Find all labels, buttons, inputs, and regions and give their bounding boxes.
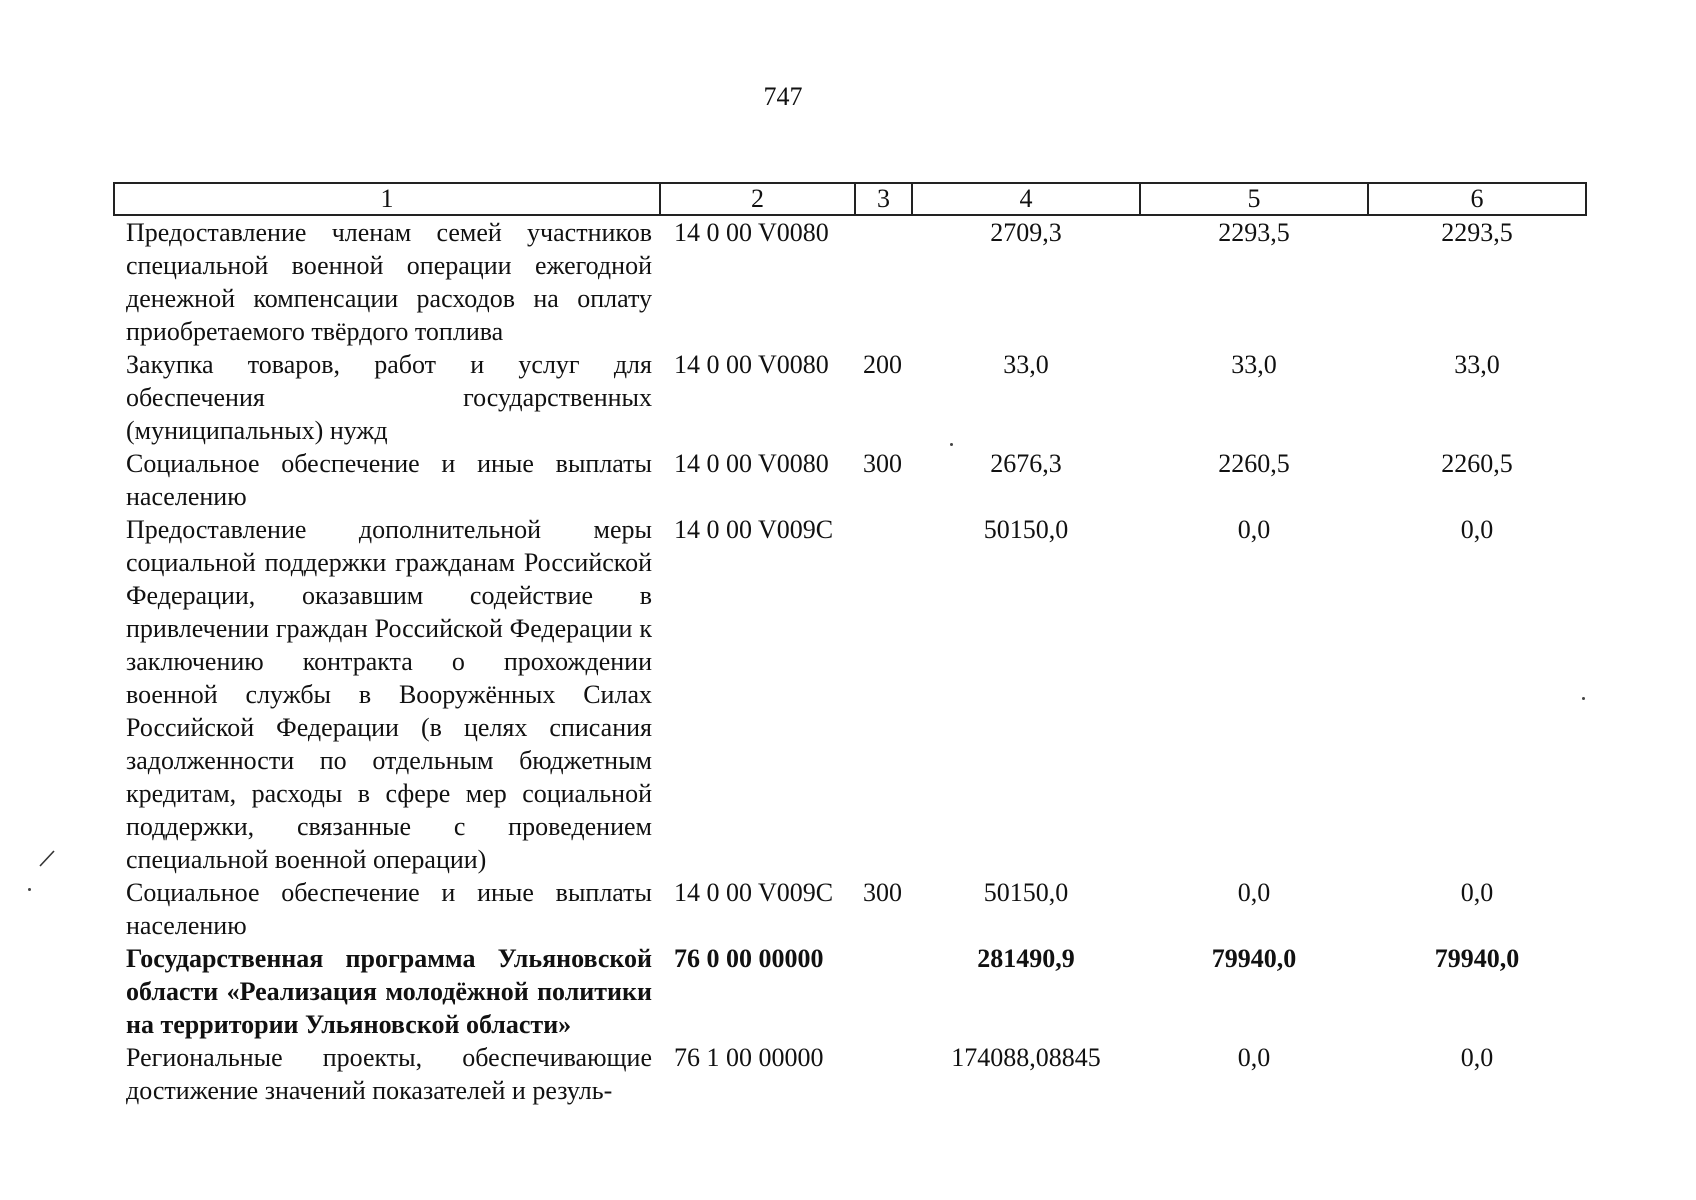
row-value-6: 2260,5 [1441,449,1513,478]
table-row [114,447,1586,513]
row-value-5: 0,0 [1237,515,1271,544]
row-value-4: 33,0 [1003,350,1049,379]
scan-speck [1582,697,1585,700]
row-value-5: 2293,5 [1218,218,1290,247]
budget-table [113,182,1587,1107]
table-row [114,215,1586,348]
header-col-5: 5 [1140,183,1368,215]
row-expense-type: 200 [863,350,902,379]
row-name: Предоставление дополнительной меры социальной поддержки гражданам Российской Федерации, оказавшим содействие в привлечении граждан Российской Федерации к заключению контракта о прохождении военной службы в Вооружённых Силах Российской Федерации (в целях списания задолженности по отдельным бюджетным кредитам, расходы в сфере мер социальной поддержки, связанные с проведением специальной военной операции) [126,515,652,874]
table-row [114,876,1586,942]
row-value-6: 79940,0 [1434,944,1520,973]
row-expense-type: 300 [863,878,902,907]
row-value-4: 50150,0 [983,878,1069,907]
row-value-5: 33,0 [1231,350,1277,379]
row-name: Региональные проекты, обеспечивающие достижение значений показателей и резуль- [126,1043,652,1105]
header-col-3: 3 [855,183,912,215]
row-value-4: 50150,0 [983,515,1069,544]
row-name: Социальное обеспечение и иные выплаты населению [126,878,652,940]
row-code: 14 0 00 V0080 [674,218,829,247]
table-body [114,215,1586,1107]
row-expense-type: 300 [863,449,902,478]
row-value-4: 2676,3 [990,449,1062,478]
table-row [114,942,1586,1041]
row-value-5: 79940,0 [1211,944,1297,973]
row-code: 76 0 00 00000 [674,944,824,973]
row-value-6: 0,0 [1460,515,1494,544]
row-value-4: 281490,9 [977,944,1075,973]
row-code: 14 0 00 V0080 [674,449,829,478]
row-code: 14 0 00 V0080 [674,350,829,379]
header-col-1: 1 [114,183,660,215]
row-code: 14 0 00 V009C [674,515,834,544]
row-name: Закупка товаров, работ и услуг для обеспечения государственных (муниципальных) нужд [126,350,652,445]
row-value-5: 2260,5 [1218,449,1290,478]
header-col-6: 6 [1368,183,1586,215]
row-code: 76 1 00 00000 [674,1043,824,1072]
header-row [114,183,1586,215]
row-expense-type [855,1041,912,1107]
table-row [114,513,1586,876]
table-header [114,183,1586,215]
row-value-6: 0,0 [1460,878,1494,907]
table-row [114,348,1586,447]
row-code: 14 0 00 V009C [674,878,834,907]
scan-speck [950,443,953,446]
row-expense-type [855,942,912,1041]
row-value-6: 0,0 [1460,1043,1494,1072]
page-number [0,82,1696,112]
table-row [114,1041,1586,1107]
scan-pen-mark [38,848,58,868]
scan-speck [28,888,31,891]
row-name: Социальное обеспечение и иные выплаты населению [126,449,652,511]
row-name: Предоставление членам семей участников специальной военной операции ежегодной денежной компенсации расходов на оплату приобретаемого твёрдого топлива [126,218,652,346]
row-value-4: 2709,3 [990,218,1062,247]
header-col-2: 2 [660,183,855,215]
row-value-6: 33,0 [1454,350,1500,379]
page-number-text: 747 [763,82,803,111]
row-expense-type [855,513,912,876]
row-value-4: 174088,08845 [951,1043,1101,1072]
header-col-4: 4 [912,183,1140,215]
row-value-6: 2293,5 [1441,218,1513,247]
row-value-5: 0,0 [1237,878,1271,907]
row-value-5: 0,0 [1237,1043,1271,1072]
row-name: Государственная программа Ульяновской области «Реализация молодёжной политики на территории Ульяновской области» [126,944,652,1039]
row-expense-type [855,215,912,348]
